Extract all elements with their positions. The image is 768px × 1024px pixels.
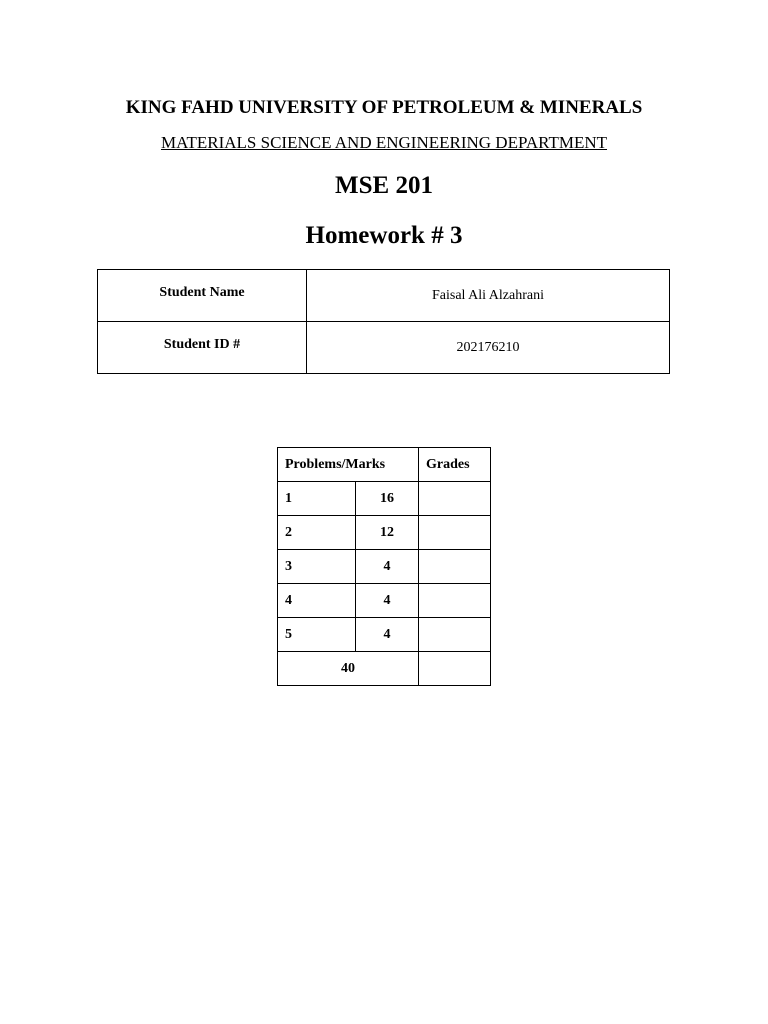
total-row	[278, 652, 491, 686]
total-grade-cell	[419, 652, 491, 686]
student-id-value: 202176210	[307, 322, 670, 374]
grade-cell	[419, 550, 491, 584]
student-info-table	[97, 269, 670, 374]
student-id-label: Student ID #	[98, 322, 307, 374]
homework-title: Homework # 3	[305, 222, 463, 249]
grades-table	[277, 447, 491, 686]
problem-number: 2	[278, 516, 356, 550]
problem-number: 4	[278, 584, 356, 618]
problem-number: 5	[278, 618, 356, 652]
grades-header: Grades	[419, 448, 491, 482]
student-name-label: Student Name	[98, 270, 307, 322]
grades-header-row	[278, 448, 491, 482]
grade-cell	[419, 584, 491, 618]
table-row	[278, 550, 491, 584]
table-row	[278, 482, 491, 516]
problem-marks: 12	[356, 516, 419, 550]
problems-marks-header: Problems/Marks	[278, 448, 419, 482]
table-row	[278, 584, 491, 618]
course-code: MSE 201	[335, 172, 433, 199]
total-marks: 40	[278, 652, 419, 686]
table-row	[278, 618, 491, 652]
problem-marks: 16	[356, 482, 419, 516]
problem-marks: 4	[356, 584, 419, 618]
problem-marks: 4	[356, 550, 419, 584]
grade-cell	[419, 482, 491, 516]
grade-cell	[419, 516, 491, 550]
student-id-row	[98, 322, 670, 374]
problem-marks: 4	[356, 618, 419, 652]
university-name: KING FAHD UNIVERSITY OF PETROLEUM & MINERALS	[125, 97, 643, 118]
student-name-value: Faisal Ali Alzahrani	[307, 270, 670, 322]
problem-number: 3	[278, 550, 356, 584]
student-name-row	[98, 270, 670, 322]
grade-cell	[419, 618, 491, 652]
problem-number: 1	[278, 482, 356, 516]
table-row	[278, 516, 491, 550]
department-name: MATERIALS SCIENCE AND ENGINEERING DEPARTMENT	[160, 133, 608, 152]
